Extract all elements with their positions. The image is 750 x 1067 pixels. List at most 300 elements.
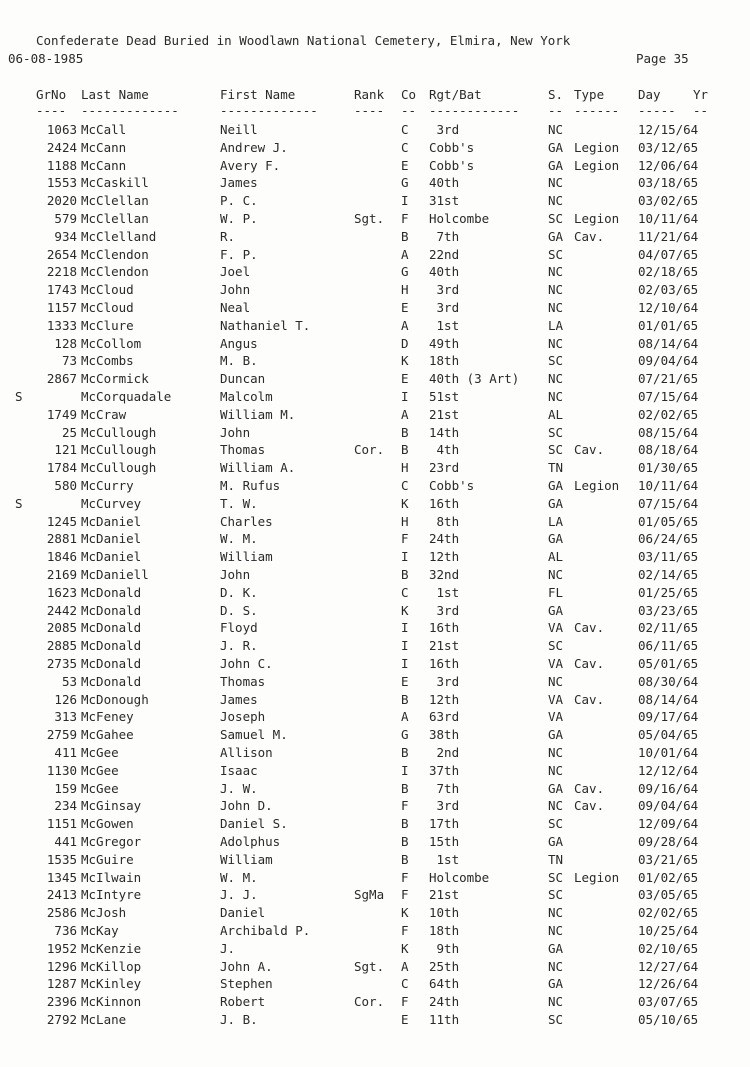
company: C [401,584,409,600]
burial-row [0,425,750,443]
death-date: 01/01/65 [638,317,699,333]
company: G [401,727,409,743]
state: GA [548,531,564,547]
burial-row [0,460,750,478]
regiment: 3rd [429,282,460,298]
regiment: 1st [429,584,460,600]
burial-row [0,585,750,603]
death-date: 12/10/64 [638,300,699,315]
page-number: Page 35 [636,51,689,66]
company: A [401,406,409,422]
death-date: 09/04/64 [638,798,699,814]
death-date: 07/15/64 [638,389,699,404]
unit-type: Cav. [574,691,605,707]
grave-number: 1846 [46,549,77,565]
first-name: M. B. [220,353,258,369]
burial-row [0,300,750,318]
last-name: McCurry [81,478,134,493]
company: F [401,887,409,903]
last-name: McCraw [81,406,127,422]
company: A [401,246,409,262]
company: I [401,549,409,565]
header-rgt-bat: Rgt/Bat [429,87,482,102]
company: D [401,335,409,351]
company: F [401,531,409,547]
death-date: 04/07/65 [638,246,699,262]
company: B [401,442,409,458]
grave-number: 2586 [46,905,77,921]
regiment: 10th [429,905,460,921]
company: K [401,353,409,369]
underline-rank: ---- [354,103,385,118]
burial-row [0,336,750,354]
last-name: McCullough [81,442,157,458]
first-name: Robert [220,994,266,1010]
company: C [401,139,409,155]
header-yr: Yr [693,87,709,102]
first-name: Malcolm [220,389,273,404]
first-name: Avery F. [220,157,281,173]
regiment: 38th [429,727,460,743]
grave-number: 2396 [46,994,77,1010]
burial-row [0,941,750,959]
grave-number: 2424 [46,139,77,155]
state: GA [548,976,564,992]
last-name: McCurvey [81,495,142,511]
regiment: 24th [429,994,460,1010]
state: SC [548,442,564,458]
underline-state: -- [548,103,564,118]
burial-row [0,407,750,425]
last-name: McClellan [81,193,149,209]
grave-number: 934 [54,228,77,244]
burial-row [0,620,750,638]
underline-day: ----- [638,103,676,118]
regiment: 18th [429,923,460,938]
burial-row [0,1012,750,1030]
grave-number: 1151 [46,816,77,832]
regiment: 14th [429,424,460,440]
last-name: McDaniel [81,513,142,529]
company: B [401,851,409,867]
burial-row [0,674,750,692]
regiment: 2nd [429,745,460,760]
state: NC [548,905,564,921]
first-name: Andrew J. [220,139,288,155]
state: GA [548,602,564,618]
last-name: McDaniell [81,567,149,582]
grave-number: 126 [54,691,77,707]
state: NC [548,300,564,315]
grave-number: 1063 [46,122,77,137]
death-date: 03/23/65 [638,602,699,618]
header-first-name: First Name [220,87,296,102]
last-name: McDonough [81,691,149,707]
last-name: McGowen [81,816,134,832]
last-name: McDonald [81,673,142,689]
state: FL [548,584,564,600]
state: GA [548,157,564,173]
burial-row [0,923,750,941]
company: K [401,940,409,956]
grave-number: 579 [54,211,77,226]
regiment: 63rd [429,709,460,725]
first-name: J. [220,940,236,956]
company: K [401,905,409,921]
regiment: 18th [429,353,460,369]
company: I [401,620,409,636]
state: SC [548,638,564,654]
first-name: Angus [220,335,258,351]
first-name: Adolphus [220,834,281,849]
regiment: 16th [429,495,460,511]
death-date: 05/10/65 [638,1012,699,1027]
burial-row [0,994,750,1012]
company: A [401,317,409,333]
document-title: Confederate Dead Buried in Woodlawn National Cemetery, Elmira, New York [36,33,571,48]
burial-row [0,175,750,193]
company: E [401,1012,409,1027]
death-date: 07/21/65 [638,371,699,387]
burial-row [0,692,750,710]
last-name: McDonald [81,584,142,600]
grave-number: 2654 [46,246,77,262]
death-date: 06/11/65 [638,638,699,654]
last-name: McClellan [81,211,149,226]
company: B [401,567,409,582]
burial-row [0,478,750,496]
death-date: 05/04/65 [638,727,699,743]
death-date: 12/27/64 [638,958,699,974]
regiment: Holcombe [429,869,490,885]
unit-type: Legion [574,157,620,173]
burial-row [0,122,750,140]
burial-row [0,852,750,870]
burial-row [0,389,750,407]
first-name: Daniel S. [220,816,288,832]
company: I [401,638,409,654]
death-date: 03/05/65 [638,887,699,903]
state: SC [548,353,564,369]
last-name: McLane [81,1012,127,1027]
grave-number: 1287 [46,976,77,992]
first-name: Joel [220,264,251,280]
first-name: Neal [220,300,251,315]
death-date: 12/26/64 [638,976,699,992]
company: B [401,745,409,760]
last-name: McClelland [81,228,157,244]
company: I [401,193,409,209]
regiment: 21st [429,887,460,903]
death-date: 10/01/64 [638,745,699,760]
first-name: M. Rufus [220,478,281,493]
unit-type: Cav. [574,620,605,636]
first-name: W. M. [220,531,258,547]
company: E [401,371,409,387]
last-name: McIlwain [81,869,142,885]
burial-row [0,781,750,799]
last-name: McGee [81,780,119,796]
last-name: McDaniel [81,531,142,547]
grave-number: 1157 [46,300,77,315]
grave-number: 128 [54,335,77,351]
death-date: 03/21/65 [638,851,699,867]
company: F [401,211,409,226]
state: NC [548,122,564,137]
death-date: 12/09/64 [638,816,699,832]
header-state: S. [548,87,564,102]
state: NC [548,745,564,760]
regiment: 15th [429,834,460,849]
first-name: John [220,424,251,440]
state: SC [548,246,564,262]
first-name: William A. [220,460,296,476]
death-date: 07/15/64 [638,495,699,511]
death-date: 02/02/65 [638,905,699,921]
last-name: McKillop [81,958,142,974]
first-name: Archibald P. [220,923,311,938]
first-name: Floyd [220,620,258,636]
regiment: 37th [429,762,460,778]
company: B [401,424,409,440]
burial-row [0,763,750,781]
burial-row [0,496,750,514]
death-date: 01/02/65 [638,869,699,885]
grave-number: 736 [54,923,77,938]
first-name: Duncan [220,371,266,387]
death-date: 09/04/64 [638,353,699,369]
state: NC [548,762,564,778]
first-name: William M. [220,406,296,422]
company: B [401,228,409,244]
unit-type: Legion [574,139,620,155]
burial-row [0,567,750,585]
company: E [401,157,409,173]
header-type: Type [574,87,605,102]
last-name: McGregor [81,834,142,849]
grave-number: 1245 [46,513,77,529]
burial-row [0,371,750,389]
unit-type: Legion [574,869,620,885]
unit-type: Cav. [574,780,605,796]
last-name: McDonald [81,602,142,618]
company: C [401,478,409,493]
regiment: 32nd [429,567,460,582]
last-name: McKinnon [81,994,142,1010]
grave-number: 1553 [46,175,77,191]
burial-row [0,514,750,532]
burial-row [0,158,750,176]
last-name: McJosh [81,905,127,921]
death-date: 10/11/64 [638,211,699,226]
state: VA [548,620,564,636]
burial-row [0,905,750,923]
grave-number: 1623 [46,584,77,600]
grave-number: 2442 [46,602,77,618]
unit-type: Cav. [574,656,605,671]
first-name: Neill [220,122,258,137]
burial-row [0,140,750,158]
first-name: William [220,851,273,867]
state: NC [548,958,564,974]
regiment: Holcombe [429,211,490,226]
first-name: John A. [220,958,273,974]
last-name: McCollom [81,335,142,351]
first-name: Isaac [220,762,258,778]
regiment: 31st [429,193,460,209]
last-name: McDonald [81,620,142,636]
grave-number: 1345 [46,869,77,885]
burial-row [0,834,750,852]
document-date: 06-08-1985 [8,51,84,66]
grave-number: S [15,495,23,511]
company: F [401,923,409,938]
state: VA [548,656,564,671]
grave-number: 2881 [46,531,77,547]
rank: Cor. [354,994,385,1010]
death-date: 02/11/65 [638,620,699,636]
last-name: McCall [81,122,127,137]
regiment: 40th [429,264,460,280]
regiment: 22nd [429,246,460,262]
header-day: Day [638,87,661,102]
header-underline [0,103,750,121]
last-name: McClure [81,317,134,333]
state: GA [548,478,564,493]
death-date: 10/25/64 [638,923,699,938]
company: E [401,673,409,689]
first-name: J. W. [220,780,258,796]
death-date: 09/17/64 [638,709,699,725]
state: GA [548,139,564,155]
state: NC [548,567,564,582]
grave-number: 1296 [46,958,77,974]
last-name: McGahee [81,727,134,743]
grave-number: 1743 [46,282,77,298]
death-date: 08/18/64 [638,442,699,458]
company: H [401,282,409,298]
last-name: McDonald [81,638,142,654]
rank: Cor. [354,442,385,458]
burial-row [0,442,750,460]
grave-number: 1333 [46,317,77,333]
state: VA [548,691,564,707]
regiment: 23rd [429,460,460,476]
grave-number: 2735 [46,656,77,671]
state: NC [548,193,564,209]
last-name: McCorquadale [81,389,172,404]
first-name: William [220,549,273,565]
grave-number: 25 [61,424,77,440]
company: B [401,816,409,832]
first-name: Stephen [220,976,273,992]
last-name: McCullough [81,424,157,440]
state: NC [548,994,564,1010]
burial-row [0,193,750,211]
first-name: Daniel [220,905,266,921]
state: NC [548,264,564,280]
header-rank: Rank [354,87,385,102]
death-date: 08/15/64 [638,424,699,440]
regiment: 40th [429,175,460,191]
death-date: 02/14/65 [638,567,699,582]
state: NC [548,335,564,351]
regiment: 8th [429,513,460,529]
regiment: 12th [429,549,460,565]
death-date: 03/12/65 [638,139,699,155]
state: SC [548,424,564,440]
state: GA [548,834,564,849]
first-name: D. S. [220,602,258,618]
first-name: John D. [220,798,273,814]
last-name: McGee [81,745,119,760]
first-name: Thomas [220,442,266,458]
regiment: 49th [429,335,460,351]
state: GA [548,727,564,743]
last-name: McClendon [81,246,149,262]
regiment: 24th [429,531,460,547]
unit-type: Cav. [574,798,605,814]
first-name: Allison [220,745,273,760]
grave-number: 1130 [46,762,77,778]
burial-row [0,976,750,994]
grave-number: 1188 [46,157,77,173]
last-name: McClendon [81,264,149,280]
death-date: 12/06/64 [638,157,699,173]
death-date: 03/02/65 [638,193,699,209]
burial-row [0,318,750,336]
last-name: McCloud [81,282,134,298]
death-date: 01/25/65 [638,584,699,600]
state: NC [548,389,564,404]
death-date: 12/12/64 [638,762,699,778]
grave-number: 234 [54,798,77,814]
regiment: 3rd [429,300,460,315]
company: C [401,122,409,137]
last-name: McKenzie [81,940,142,956]
death-date: 05/01/65 [638,656,699,671]
death-date: 03/18/65 [638,175,699,191]
company: C [401,976,409,992]
burial-row [0,959,750,977]
regiment: Cobb's [429,139,475,155]
state: GA [548,940,564,956]
first-name: James [220,691,258,707]
state: SC [548,816,564,832]
state: SC [548,211,564,226]
regiment: 11th [429,1012,460,1027]
grave-number: 53 [61,673,77,689]
company: K [401,602,409,618]
first-name: W. M. [220,869,258,885]
burial-row [0,282,750,300]
rank: Sgt. [354,211,385,226]
company: G [401,264,409,280]
last-name: McGinsay [81,798,142,814]
burial-row [0,638,750,656]
last-name: McCann [81,139,127,155]
grave-number: 2020 [46,193,77,209]
state: NC [548,673,564,689]
death-date: 10/11/64 [638,478,699,493]
grave-number: 2085 [46,620,77,636]
unit-type: Legion [574,211,620,226]
last-name: McCaskill [81,175,149,191]
regiment: 3rd [429,602,460,618]
last-name: McCombs [81,353,134,369]
state: SC [548,1012,564,1027]
state: AL [548,406,564,422]
